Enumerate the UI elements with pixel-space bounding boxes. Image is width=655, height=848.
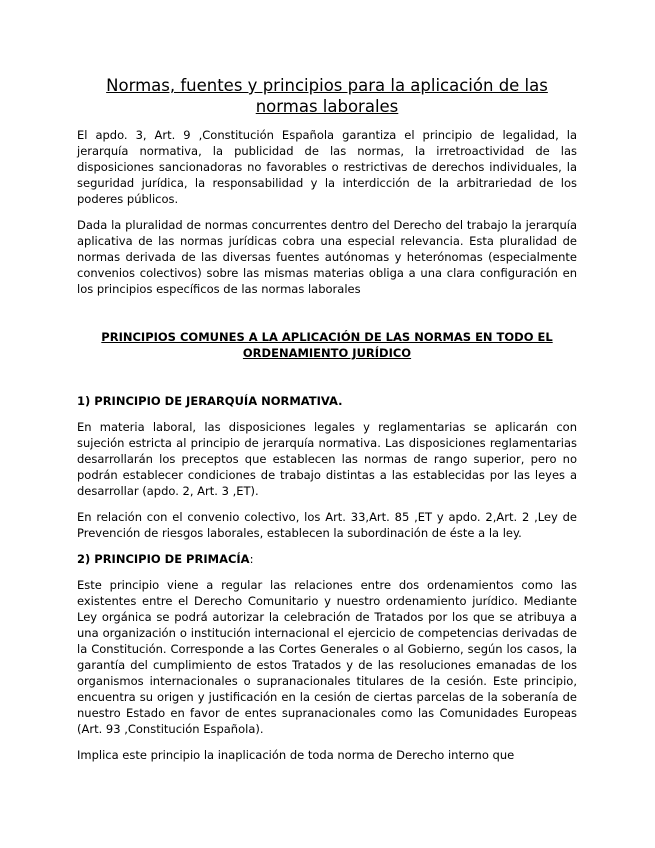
principle-1-paragraph: En materia laboral, las disposiciones legales y reglamentarias se aplicarán con sujeción estricta al principio de jerarquía normativa. Las disposiciones reglamentarias desarrollarán los preceptos que establecen las normas de rango superior, pero no podrán establecer condiciones de trabajo distintas a las establecidas por las leyes a desarrollar (apdo. 2, Art. 3 ,ET).: [77, 420, 577, 498]
principle-2-heading-colon: :: [249, 552, 254, 566]
principle-1-heading: 1) PRINCIPIO DE JERARQUÍA NORMATIVA.: [77, 394, 343, 408]
document-title: Normas, fuentes y principios para la aplicación de las normas laborales: [106, 76, 548, 116]
principle-2-paragraph: Este principio viene a regular las relaciones entre dos ordenamientos como las existentes entre el Derecho Comunitario y nuestro ordenamiento jurídico. Mediante Ley orgánica se podrá autorizar la celebración de Tratados por los que se atribuya a una organización o institución internacional el ejercicio de competencias derivadas de la Constitución. Corresponde a las Cortes Generales o al Gobierno, según los casos, la garantía del cumplimiento de estos Tratados y de las resoluciones emanadas de los organismos internacionales o supranacionales titulares de la cesión. Este principio, encuentra su origen y justificación en la cesión de ciertas parcelas de la soberanía de nuestro Estado en favor de entes supranacionales como las Comunidades Europeas (Art. 93 ,Constitución Española).: [77, 578, 577, 736]
principle-1-paragraph: En relación con el convenio colectivo, los Art. 33,Art. 85 ,ET y apdo. 2,Art. 2 ,Ley de Prevención de riesgos laborales, establecen la subordinación de éste a la ley.: [77, 510, 577, 540]
intro-paragraph: El apdo. 3, Art. 9 ,Constitución Española garantiza el principio de legalidad, la jerarquía normativa, la publicidad de las normas, la irretroactividad de las disposiciones sancionadoras no favorables o restrictivas de derechos individuales, la seguridad jurídica, la responsabilidad y la interdicción de la arbitrariedad de los poderes públicos.: [77, 128, 577, 206]
principle-2-paragraph: Implica este principio la inaplicación de toda norma de Derecho interno que: [77, 748, 515, 762]
intro-paragraph: Dada la pluralidad de normas concurrentes dentro del Derecho del trabajo la jerarquía aplicativa de las normas jurídicas cobra una especial relevancia. Esta pluralidad de normas derivada de las diversas fuentes autónomas y heterónomas (especialmente convenios colectivos) sobre las mismas materias obliga a una clara configuración en los principios específicos de las normas laborales: [77, 218, 577, 296]
principle-2-heading-text: 2) PRINCIPIO DE PRIMACÍA: [77, 552, 250, 566]
section-title: PRINCIPIOS COMUNES A LA APLICACIÓN DE LAS NORMAS EN TODO EL ORDENAMIENTO JURÍDICO: [101, 330, 553, 360]
principle-2-heading: [77, 551, 577, 567]
document-body: [77, 75, 577, 773]
